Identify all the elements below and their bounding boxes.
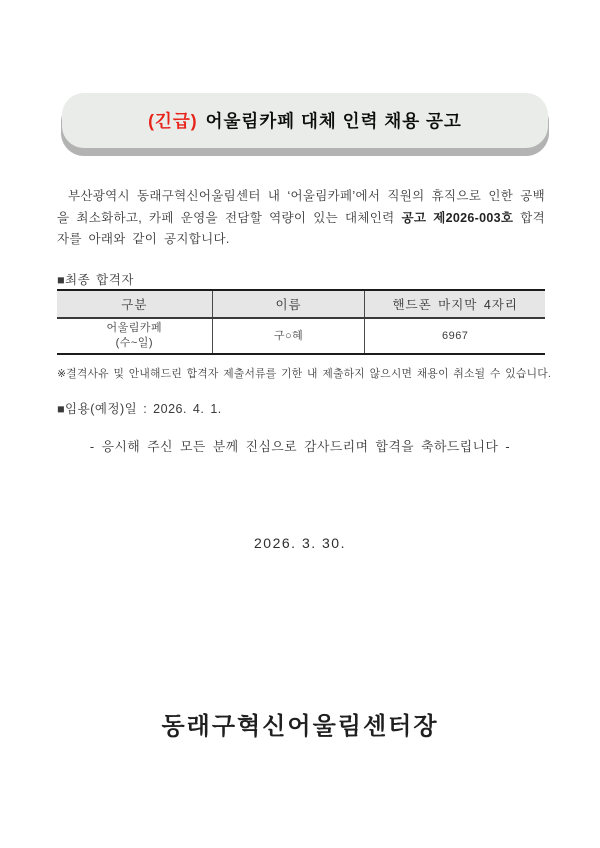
urgent-label: (긴급) <box>148 111 198 131</box>
disqualification-note: ※결격사유 및 안내해드린 합격자 제출서류를 기한 내 제출하지 않으시면 채용이 취소될 수 있습니다. <box>57 368 552 380</box>
congratulations-line: - 응시해 주신 모든 분께 진심으로 감사드리며 합격을 축하드립니다 - <box>89 439 511 454</box>
intro-text-after: 합격자를 아래와 같이 공지합니다. <box>57 210 545 246</box>
cell-category-line1: 어울림카페 <box>106 322 163 334</box>
page-title: 어울림카페 대체 인력 채용 공고 <box>205 111 462 131</box>
section-title-final-applicant: ■최종 합격자 <box>57 273 134 287</box>
document-date: 2026. 3. 30. <box>254 535 346 551</box>
cell-category <box>57 318 212 354</box>
title-banner <box>62 93 548 148</box>
intro-paragraph <box>57 186 545 251</box>
appointment-date-line: ■임용(예정)일 : 2026. 4. 1. <box>57 402 222 416</box>
cell-name: 구○혜 <box>212 318 365 354</box>
table-header-row <box>57 290 545 318</box>
cell-category-line2: (수~일) <box>115 337 154 349</box>
notice-number: 공고 제2026-003호 <box>401 210 514 225</box>
intro-text-before: 부산광역시 동래구혁신어울림센터 내 ‘어울림카페’에서 직원의 휴직으로 인한 공백을 최소화하고, 카페 운영을 전담할 역량이 있는 대체인력 <box>57 189 545 225</box>
table-row <box>57 318 545 354</box>
issuing-authority-signature: 동래구혁신어울림센터장 <box>161 713 439 740</box>
column-header-name: 이름 <box>212 290 365 318</box>
cell-phone-last4: 6967 <box>365 318 545 354</box>
column-header-category: 구분 <box>57 290 212 318</box>
applicant-table <box>57 289 545 355</box>
column-header-phone: 핸드폰 마지막 4자리 <box>365 290 545 318</box>
